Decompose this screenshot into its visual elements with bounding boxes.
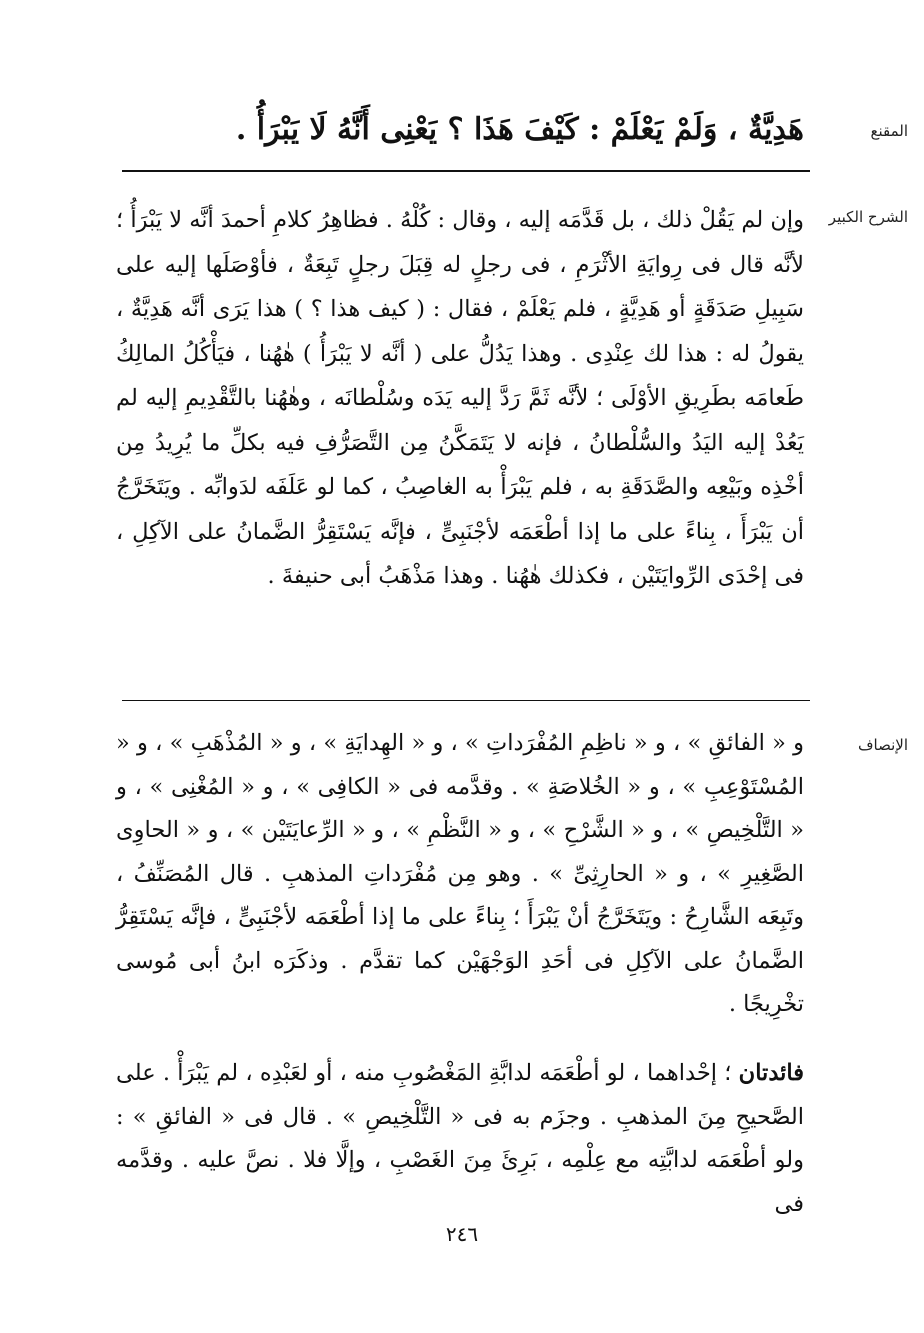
fawaid-text: ؛ إحْداهما ، لو أطْعَمَه لدابَّةِ المَغْصُوبِ منه ، أو لعَبْدِه ، لم يَبْرَأْ . على الصَّحيحِ مِنَ المذهبِ . وجزَم به فى « التَّلْخِيصِ » . قال فى « الفائقِ » : ولو أطْعَمَه لدابَّتِه مع عِلْمِه ، بَرِئَ مِنَ الغَصْبِ ، وإلَّا فلا . نصَّ عليه . وقدَّمه فى xyxy=(116,1060,804,1217)
fawaid-paragraph xyxy=(116,1052,804,1226)
page-number: ٢٤٦ xyxy=(445,1222,479,1246)
section-divider xyxy=(122,170,810,172)
muqni-section xyxy=(0,100,924,160)
insaf-text: و « الفائقِ » ، و « ناظِمِ المُفْرَداتِ » ، و « الهِدايَةِ » ، و « المُذْهَبِ » ، و « المُسْتَوْعِبِ » ، و « الخُلاصَةِ » . وقدَّمه فى « الكافِى » ، و « المُغْنِى » ، و « التَّلْخِيصِ » ، و « الشَّرْحِ » ، و « النَّظْمِ » ، و « الرِّعايَتَيْن » ، و « الحاوِى الصَّغِيرِ » ، و « الحارِثِىِّ » . وهو مِن مُفْرَداتِ المذهبِ . قال المُصَنِّفُ ، وتَبِعَه الشَّارِحُ : ويَتَخَرَّجُ أنْ يَبْرَأَ ؛ بِناءً على ما إذا أطْعَمَه لأجْنَبِىٍّ ، فإنَّه يَسْتَقِرُّ الضَّمانُ على الآكِلِ فى أحَدِ الوَجْهَيْن كما تقدَّم . وذكَرَه ابنُ أبى مُوسى تخْرِيجًا . xyxy=(116,730,804,1017)
sharh-section xyxy=(0,198,924,698)
sharh-text: وإن لم يَقُلْ ذلك ، بل قَدَّمَه إليه ، وقال : كُلْهُ . فظاهِرُ كلامِ أحمدَ أنَّه لا يَبْرَأُ ؛ لأنَّه قال فى رِوايَةِ الأثْرَمِ ، فى رجلٍ له قِبَلَ رجلٍ تَبِعَةٌ ، فأوْصَلَها إليه على سَبِيلِ صَدَقَةٍ أو هَدِيَّةٍ ، فلم يَعْلَمْ ، فقال : ( كيف هذا ؟ ) هذا يَرَى أنَّه هَدِيَّةٌ ، يقولُ له : هذا لك عِنْدِى . وهذا يَدُلُّ على ( أنَّه لا يَبْرَأُ ) هٰهُنا ، فيَأْكُلُ المالِكُ طَعامَه بطَرِيقِ الأوْلَى ؛ لأنَّه ثَمَّ رَدَّ إليه يَدَه وسُلْطانَه ، وهٰهُنا بالتَّقْدِيمِ إليه لم يَعُدْ إليه اليَدُ والسُّلْطانُ ، فإنه لا يَتَمَكَّنُ مِن التَّصَرُّفِ فيه بكلِّ ما يُرِيدُ مِن أخْذِه وبَيْعِه والصَّدَقَةِ به ، فلم يَبْرَأْ به الغاصِبُ ، كما لو عَلَفَه لدَوابِّه . ويَتَخَرَّجُ أن يَبْرَأَ ، بِناءً على ما إذا أطْعَمَه لأجْنَبِىٍّ ، فإنَّه يَسْتَقِرُّ الضَّمانُ على الآكِلِ ، فى إحْدَى الرِّوايَتَيْن ، فكذلك هٰهُنا . وهذا مَذْهَبُ أبى حنيفةَ . xyxy=(116,207,804,589)
fawaid-lead: فائدتان xyxy=(738,1060,804,1086)
insaf-section xyxy=(0,722,924,1042)
muqni-label: المقنع xyxy=(870,122,908,140)
section-divider xyxy=(122,700,810,701)
sharh-label: الشرح الكبير xyxy=(828,208,908,226)
muqni-text: هَدِيَّةٌ ، وَلَمْ يَعْلَمْ : كَيْفَ هَذَا ؟ يَعْنِى أَنَّهُ لَا يَبْرَأُ . xyxy=(235,112,804,147)
insaf-label: الإنصاف xyxy=(857,736,908,754)
fawaid-section xyxy=(0,1052,924,1217)
